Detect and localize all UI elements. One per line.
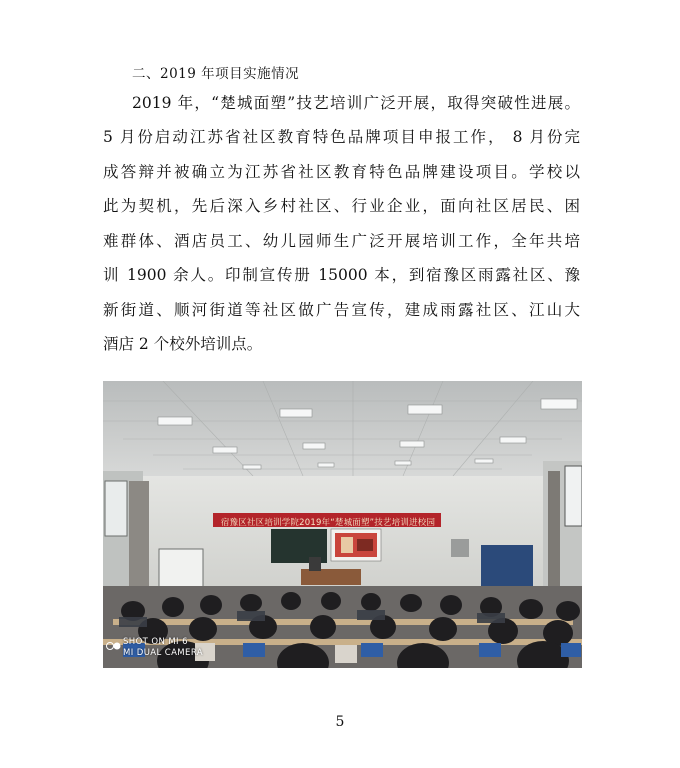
camera-watermark [106,637,203,659]
paragraph-line-7: 新街道、顺河街道等社区做广告宣传，建成雨露社区、江山大 [103,301,580,319]
paragraph-line-2: 5 月份启动江苏省社区教育特色品牌项目申报工作， 8 月份完 [103,128,580,146]
watermark-line-2: MI DUAL CAMERA [123,648,203,658]
paragraph-line-1: 2019 年，“楚城面塑”技艺培训广泛开展，取得突破性进展。 [132,94,580,112]
section-heading: 二、2019 年项目实施情况 [132,66,300,82]
paragraph-line-8: 酒店 2 个校外培训点。 [103,335,263,353]
banner-text: 宿豫区社区培训学院2019年“楚城面塑”技艺培训进校园 [220,518,436,528]
paragraph-line-3: 成答辩并被确立为江苏省社区教育特色品牌建设项目。学校以 [103,163,580,181]
watermark-line-1: SHOT ON MI 6 [123,637,188,647]
camera-dots-icon [106,641,122,651]
paragraph-line-4: 此为契机，先后深入乡村社区、行业企业，面向社区居民、困 [103,197,580,215]
paragraph-line-6: 训 1900 余人。印制宣传册 15000 本，到宿豫区雨露社区、豫 [103,266,580,284]
page-number: 5 [335,714,345,730]
paragraph-line-5: 难群体、酒店员工、幼儿园师生广泛开展培训工作，全年共培 [103,232,580,250]
